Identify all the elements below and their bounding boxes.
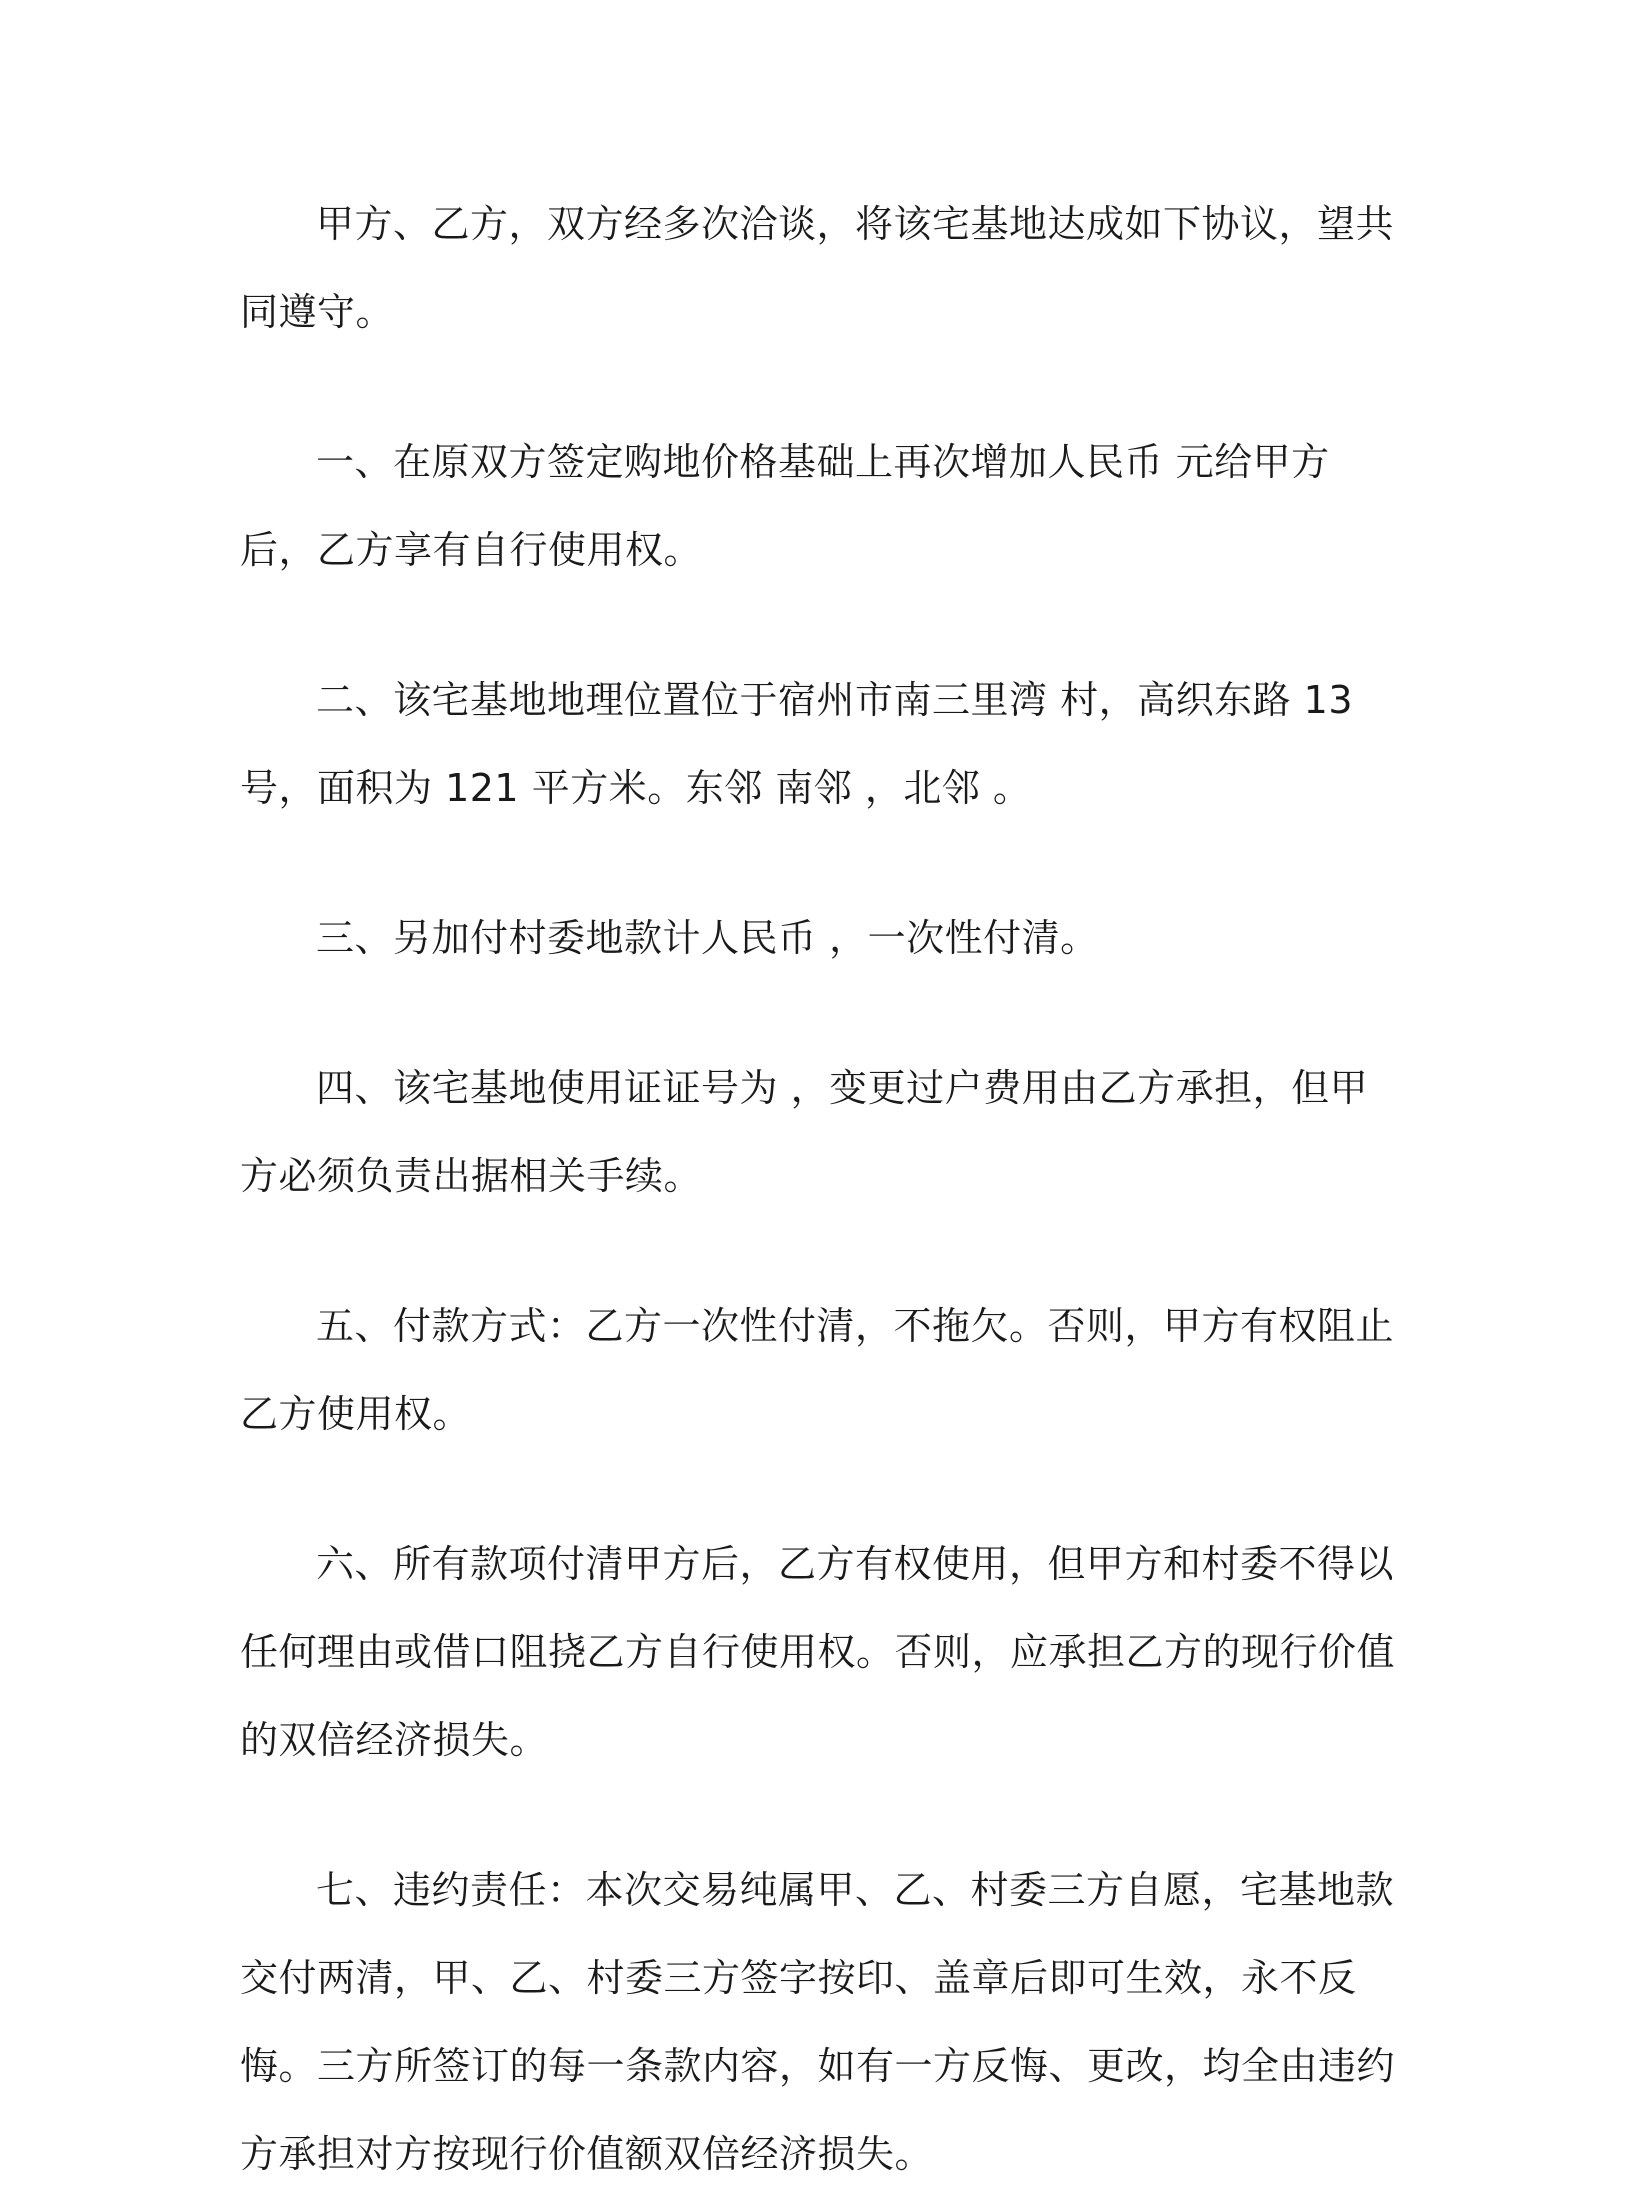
paragraph-clause-4: 四、该宅基地使用证证号为 ，变更过户费用由乙方承担，但甲方必须负责出据相关手续。 — [240, 1066, 1369, 1198]
paragraph-clause-2: 二、该宅基地地理位置位于宿州市南三里湾 村，高织东路 13 号，面积为 121 平方米。东邻 南邻 ，北邻 。 — [240, 678, 1354, 810]
paragraph-intro: 甲方、乙方，双方经多次洽谈，将该宅基地达成如下协议，望共同遵守。 — [240, 202, 1395, 334]
paragraph-clause-1: 一、在原双方签定购地价格基础上再次增加人民币 元给甲方后，乙方享有自行使用权。 — [240, 440, 1330, 572]
paragraph-clause-7: 七、违约责任：本次交易纯属甲、乙、村委三方自愿，宅基地款交付两清，甲、乙、村委三方签字按印、盖章后即可生效，永不反悔。三方所签订的每一条款内容，如有一方反悔、更改，均全由违约方承担对方按现行价值额双倍经济损失。 — [240, 1868, 1396, 2176]
paragraph-clause-3: 三、另加付村委地款计人民币 ，一次性付清。 — [316, 916, 1099, 960]
paragraph-clause-6: 六、所有款项付清甲方后，乙方有权使用，但甲方和村委不得以任何理由或借口阻挠乙方自行使用权。否则，应承担乙方的现行价值的双倍经济损失。 — [240, 1542, 1396, 1762]
paragraph-clause-5: 五、付款方式：乙方一次性付清，不拖欠。否则，甲方有权阻止乙方使用权。 — [240, 1304, 1395, 1436]
